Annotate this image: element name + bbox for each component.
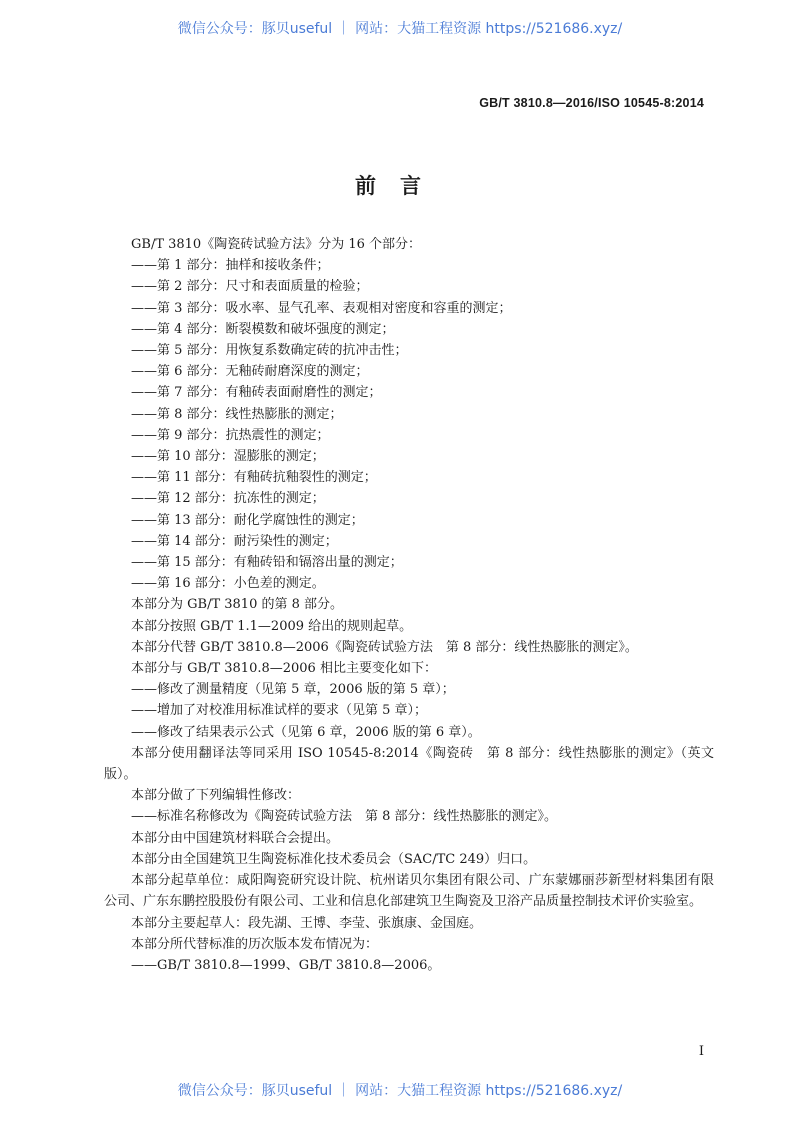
foreword-paragraph: 本部分所代替标准的历次版本发布情况为： — [131, 936, 379, 952]
foreword-paragraph: ——第 8 部分：线性热膨胀的测定； — [131, 406, 343, 422]
foreword-paragraph: ——第 14 部分：耐污染性的测定； — [131, 533, 338, 549]
foreword-paragraph: 本部分与 GB/T 3810.8—2006 相比主要变化如下： — [131, 661, 437, 677]
foreword-paragraph: ——第 15 部分：有釉砖铅和镉溶出量的测定； — [131, 555, 403, 571]
standard-number: GB/T 3810.8—2016/ISO 10545-8:2014 — [479, 96, 704, 110]
foreword-paragraph: GB/T 3810《陶瓷砖试验方法》分为 16 个部分： — [131, 237, 422, 252]
foreword-paragraph: ——标准名称修改为《陶瓷砖试验方法 第 8 部分：线性热膨胀的测定》。 — [131, 809, 558, 825]
foreword-paragraph: ——修改了结果表示公式（见第 6 章，2006 版的第 6 章）。 — [131, 724, 481, 740]
foreword-paragraph: 本部分由中国建筑材料联合会提出。 — [131, 830, 340, 846]
foreword-paragraph: 本部分使用翻译法等同采用 ISO 10545-8:2014《陶瓷砖 第 8 部分：线性热膨胀的测定》（英文版）。 — [104, 745, 714, 783]
foreword-paragraph: ——第 6 部分：无釉砖耐磨深度的测定； — [131, 364, 369, 380]
foreword-paragraph: ——第 10 部分：湿膨胀的测定； — [131, 449, 325, 465]
foreword-paragraph: ——第 3 部分：吸水率、显气孔率、表观相对密度和容重的测定； — [131, 300, 512, 316]
foreword-paragraph: 本部分按照 GB/T 1.1—2009 给出的规则起草。 — [131, 618, 413, 634]
foreword-paragraph: ——第 16 部分：小色差的测定。 — [131, 576, 325, 592]
foreword-paragraph: ——修改了测量精度（见第 5 章，2006 版的第 5 章）； — [131, 682, 455, 698]
foreword-paragraph: ——增加了对校准用标准试样的要求（见第 5 章）； — [131, 703, 428, 719]
foreword-paragraph: ——第 5 部分：用恢复系数确定砖的抗冲击性； — [131, 343, 408, 359]
foreword-paragraph: ——第 11 部分：有釉砖抗釉裂性的测定； — [131, 470, 377, 486]
foreword-paragraph: ——GB/T 3810.8—1999、GB/T 3810.8—2006。 — [131, 957, 441, 973]
foreword-paragraph: ——第 2 部分：尺寸和表面质量的检验； — [131, 279, 369, 295]
foreword-paragraph: ——第 13 部分：耐化学腐蚀性的测定； — [131, 512, 364, 528]
foreword-body — [104, 234, 714, 976]
page-number: I — [698, 1044, 704, 1059]
foreword-paragraph: 本部分做了下列编辑性修改： — [131, 788, 301, 804]
foreword-paragraph: ——第 12 部分：抗冻性的测定； — [131, 491, 325, 507]
foreword-paragraph: 本部分为 GB/T 3810 的第 8 部分。 — [131, 597, 344, 613]
foreword-paragraph: 本部分主要起草人：段先湖、王博、李莹、张旗康、金国庭。 — [131, 915, 483, 931]
foreword-paragraph: 本部分起草单位：咸阳陶瓷研究设计院、杭州诺贝尔集团有限公司、广东蒙娜丽莎新型材料集团有限公司、广东东鹏控股股份有限公司、工业和信息化部建筑卫生陶瓷及卫浴产品质量控制技术评价实验室。 — [104, 873, 714, 910]
foreword-paragraph: 本部分由全国建筑卫生陶瓷标准化技术委员会（SAC/TC 249）归口。 — [131, 851, 537, 867]
foreword-paragraph: ——第 9 部分：抗热震性的测定； — [131, 427, 330, 443]
foreword-paragraph: ——第 4 部分：断裂模数和破坏强度的测定； — [131, 321, 395, 337]
foreword-paragraph: ——第 1 部分：抽样和接收条件； — [131, 258, 330, 274]
foreword-paragraph: 本部分代替 GB/T 3810.8—2006《陶瓷砖试验方法 第 8 部分：线性热膨胀的测定》。 — [131, 639, 638, 655]
foreword-paragraph: ——第 7 部分：有釉砖表面耐磨性的测定； — [131, 385, 382, 401]
page-title: 前言 — [355, 174, 445, 198]
watermark-bottom: 微信公众号：豚贝useful ｜ 网站：大猫工程资源 https://521686.xyz/ — [177, 1083, 623, 1099]
watermark-top: 微信公众号：豚贝useful ｜ 网站：大猫工程资源 https://521686.xyz/ — [177, 21, 623, 37]
